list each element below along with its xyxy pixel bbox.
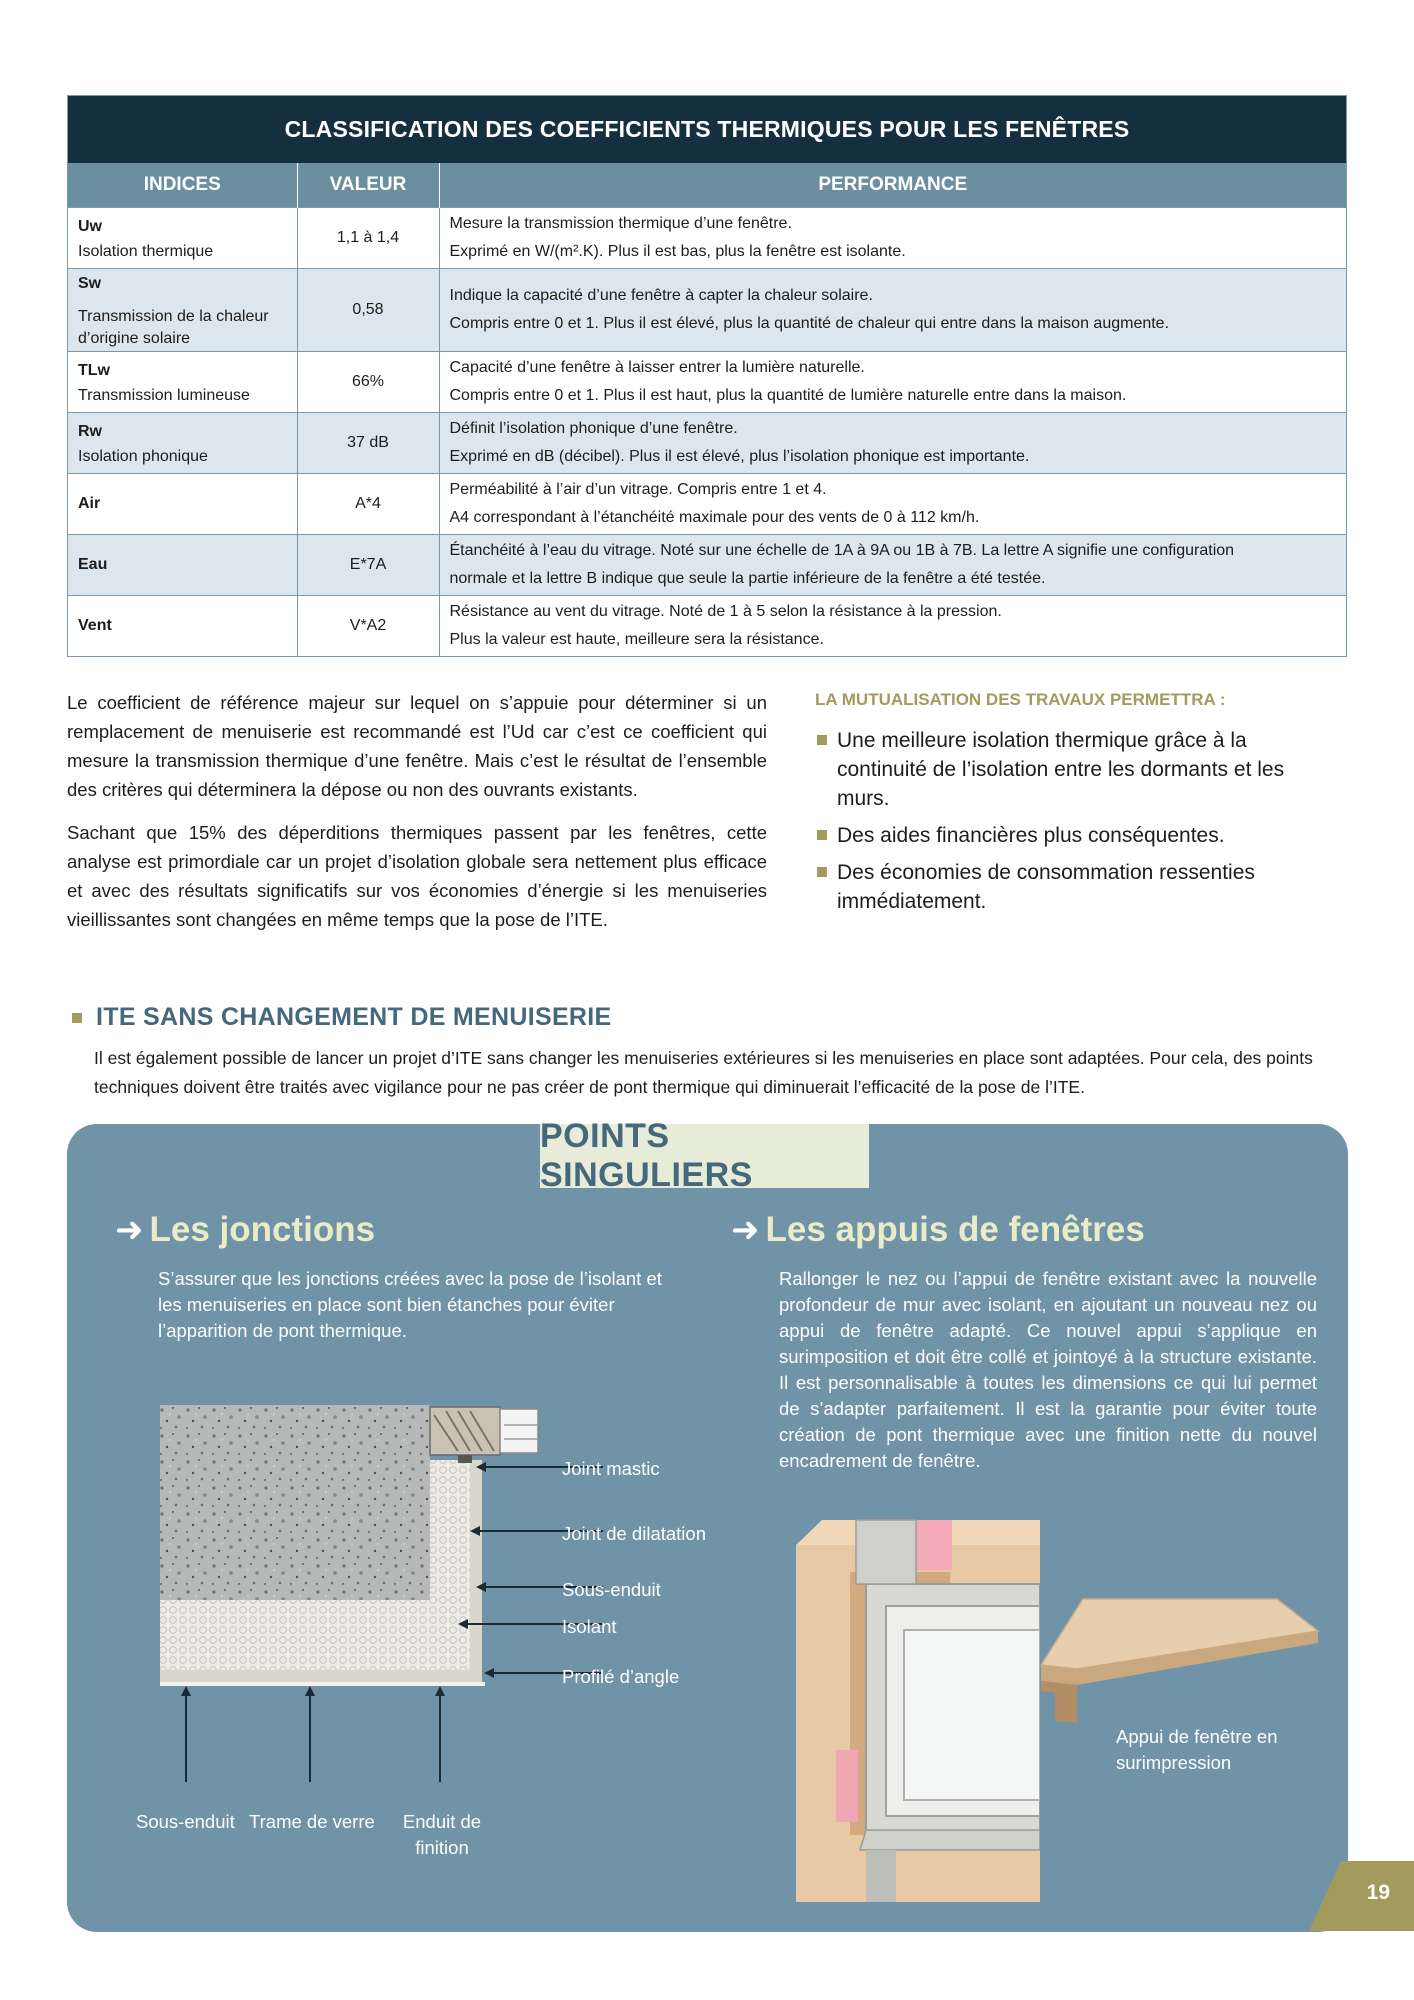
- perf-line: Exprimé en dB (décibel). Plus il est élevé, plus l’isolation phonique est importante.: [449, 447, 1030, 465]
- thermal-coefficients-table: [67, 95, 1347, 657]
- insulation-top: [916, 1520, 952, 1570]
- glazing: [500, 1409, 538, 1453]
- indice-code: Rw: [78, 422, 102, 440]
- indice-value: 66%: [297, 351, 439, 412]
- table-grid: [68, 163, 1346, 656]
- table-row: [68, 534, 1346, 595]
- bullet-square-icon: [817, 735, 827, 745]
- header-indices: INDICES: [68, 163, 297, 207]
- arrow-right-icon: ➜: [115, 1211, 144, 1249]
- label-joint-mastic: Joint mastic: [562, 1458, 660, 1479]
- indice-desc: Transmission lumineuse: [78, 386, 250, 404]
- points-singuliers-tag: POINTS SINGULIERS: [540, 1124, 869, 1188]
- perf-line: Résistance au vent du vitrage. Noté de 1 à 5 selon la résistance à la pression.: [449, 602, 1002, 620]
- table-row: [68, 351, 1346, 412]
- window-glass: [904, 1630, 1040, 1800]
- perf-line: Capacité d’une fenêtre à laisser entrer la lumière naturelle.: [449, 358, 865, 376]
- label-sous-enduit: Sous-enduit: [562, 1579, 661, 1600]
- sill-nose: [1041, 1681, 1077, 1723]
- bullet-square-icon: [72, 1013, 82, 1023]
- indice-code: Sw: [78, 274, 102, 292]
- label-appui-fenetre: Appui de fenêtre en surimpression: [1116, 1726, 1278, 1773]
- perf-line: A4 correspondant à l’étanchéité maximale pour des vents de 0 à 112 km/h.: [449, 508, 980, 526]
- perf-line: Mesure la transmission thermique d’une fenêtre.: [449, 214, 792, 232]
- indice-value: 0,58: [297, 268, 439, 351]
- indice-value: 1,1 à 1,4: [297, 207, 439, 268]
- page-number: [1309, 1861, 1414, 1931]
- header-performance: PERFORMANCE: [439, 163, 1346, 207]
- list-item: Des économies de consommation ressenties immédiatement.: [815, 858, 1295, 916]
- intro-paragraph: Le coefficient de référence majeur sur lequel on s’appuie pour déterminer si un remplacement de menuiserie est recommandé est l’Ud car c’est ce coefficient qui mesure la transmission thermique d’une fenêtre. Mais c’est le résultat de l’ensemble des critères qui déterminera la dépose ou non des ouvrants existants.: [67, 692, 767, 800]
- indice-code: Vent: [78, 616, 112, 634]
- indice-desc: Transmission de la chaleur d’origine solaire: [78, 307, 269, 347]
- ite-section-heading: [72, 1003, 612, 1032]
- list-item: Une meilleure isolation thermique grâce à la continuité de l’isolation entre les dormants et les murs.: [815, 726, 1295, 813]
- perf-line: Définit l’isolation phonique d’une fenêtre.: [449, 419, 738, 437]
- table-row: [68, 207, 1346, 268]
- arrow-line-ext: [309, 1720, 311, 1782]
- header-valeur: VALEUR: [297, 163, 439, 207]
- mutualisation-title: LA MUTUALISATION DES TRAVAUX PERMETTRA :: [815, 690, 1226, 709]
- window-frame: [430, 1407, 500, 1455]
- table-row: [68, 412, 1346, 473]
- perf-line: Compris entre 0 et 1. Plus il est élevé, plus la quantité de chaleur qui entre dans la maison augmente.: [449, 314, 1170, 332]
- insulation-side: [836, 1750, 858, 1822]
- indice-code: Eau: [78, 555, 108, 573]
- arrow-head: [435, 1686, 445, 1696]
- appuis-text: Rallonger le nez ou l’appui de fenêtre existant avec la nouvelle profondeur de mur avec isolant, en ajoutant un nouveau nez ou appui de fenêtre adapté. Ce nouvel appui s’applique en surimposition et doit être collé et jointoyé à la structure existante. Il est personnalisable à toutes les dimensions ce qui lui permet de s’adapter parfaitement. Il est la garantie pour éviter toute création de pont thermique avec une finition nette du nouvel encadrement de fenêtre.: [779, 1268, 1317, 1471]
- indice-value: A*4: [297, 473, 439, 534]
- arrow-right-icon: ➜: [731, 1211, 760, 1249]
- label-isolant: Isolant: [562, 1616, 617, 1637]
- table-title: CLASSIFICATION DES COEFFICIENTS THERMIQUES POUR LES FENÊTRES: [68, 96, 1346, 163]
- jonctions-heading: ➜ Les jonctions: [115, 1210, 376, 1249]
- insulation-bottom: [160, 1600, 470, 1670]
- indice-value: 37 dB: [297, 412, 439, 473]
- intro-paragraph: Sachant que 15% des déperditions thermiques passent par les fenêtres, cette analyse est primordiale car un projet d’isolation globale sera nettement plus efficace et avec des résultats significatifs sur vos économies d’énergie si les menuiseries vieillissantes sont changées en même temps que la pose de l’ITE.: [67, 822, 767, 930]
- label-joint-dilatation: Joint de dilatation: [562, 1523, 706, 1544]
- indice-value: V*A2: [297, 595, 439, 656]
- indice-value: E*7A: [297, 534, 439, 595]
- indice-code: Uw: [78, 217, 102, 235]
- window-roller-box: [856, 1520, 916, 1584]
- perf-line: Perméabilité à l’air d’un vitrage. Compris entre 1 et 4.: [449, 480, 827, 498]
- indice-code: Air: [78, 494, 101, 512]
- intro-text: [67, 688, 767, 948]
- appui-sill-illustration: [1037, 1597, 1320, 1725]
- render-layer-side: [470, 1460, 482, 1682]
- render-layer-bottom: [160, 1670, 482, 1682]
- list-item: Des aides financières plus conséquentes.: [815, 821, 1295, 850]
- perf-line: Compris entre 0 et 1. Plus il est haut, plus la quantité de lumière naturelle entre dans la maison.: [449, 386, 1127, 404]
- appuis-heading: ➜ Les appuis de fenêtres: [731, 1210, 1145, 1249]
- table-row: [68, 473, 1346, 534]
- label-enduit-finition: Enduit de finition: [402, 1811, 482, 1858]
- indice-code: TLw: [78, 361, 110, 379]
- window-appui-illustration: [796, 1500, 1040, 1902]
- mastic-joint: [458, 1455, 472, 1463]
- label-sous-enduit-bottom: Sous-enduit: [136, 1811, 235, 1832]
- mutualisation-box: [815, 690, 1295, 924]
- ite-title: ITE SANS CHANGEMENT DE MENUISERIE: [96, 1003, 612, 1031]
- table-row: [68, 268, 1346, 351]
- arrow-line-ext: [439, 1720, 441, 1782]
- mutualisation-list: [815, 726, 1295, 916]
- bullet-square-icon: [817, 830, 827, 840]
- page-number-tab: [1309, 1861, 1414, 1931]
- perf-line: Étanchéité à l’eau du vitrage. Noté sur une échelle de 1A à 9A ou 1B à 7B. La lettre A signifie une configuration: [449, 541, 1235, 559]
- concrete-wall: [160, 1405, 430, 1600]
- ite-text: Il est également possible de lancer un projet d’ITE sans changer les menuiseries extérieures si les menuiseries en place sont adaptées. Pour cela, des points techniques doivent être traités avec vigilance pour ne pas créer de pont thermique qui diminuerait l’efficacité de la pose de l’ITE.: [94, 1048, 1313, 1097]
- arrow-line-ext: [185, 1720, 187, 1782]
- arrow-head: [181, 1686, 191, 1696]
- mesh-layer: [160, 1682, 485, 1686]
- bullet-square-icon: [817, 867, 827, 877]
- label-profile-angle: Profilé d’angle: [562, 1666, 680, 1687]
- window-sill: [860, 1830, 1040, 1850]
- perf-line: normale et la lettre B indique que seule la partie inférieure de la fenêtre a été testée.: [449, 569, 1046, 587]
- indice-desc: Isolation thermique: [78, 242, 214, 260]
- perf-line: Plus la valeur est haute, meilleure sera la résistance.: [449, 630, 824, 648]
- page-number-text: 19: [1366, 1881, 1390, 1904]
- jonctions-text: S’assurer que les jonctions créées avec la pose de l’isolant et les menuiseries en place sont bien étanches pour éviter l’apparition de pont thermique.: [158, 1268, 662, 1341]
- arrow-head: [484, 1668, 494, 1678]
- indice-desc: Isolation phonique: [78, 447, 208, 465]
- perf-line: Exprimé en W/(m².K). Plus il est bas, plus la fenêtre est isolante.: [449, 242, 906, 260]
- arrow-head: [305, 1686, 315, 1696]
- label-trame-verre: Trame de verre: [249, 1811, 375, 1832]
- table-row: [68, 595, 1346, 656]
- perf-line: Indique la capacité d’une fenêtre à capter la chaleur solaire.: [449, 286, 873, 304]
- frame-bottom: [866, 1850, 896, 1902]
